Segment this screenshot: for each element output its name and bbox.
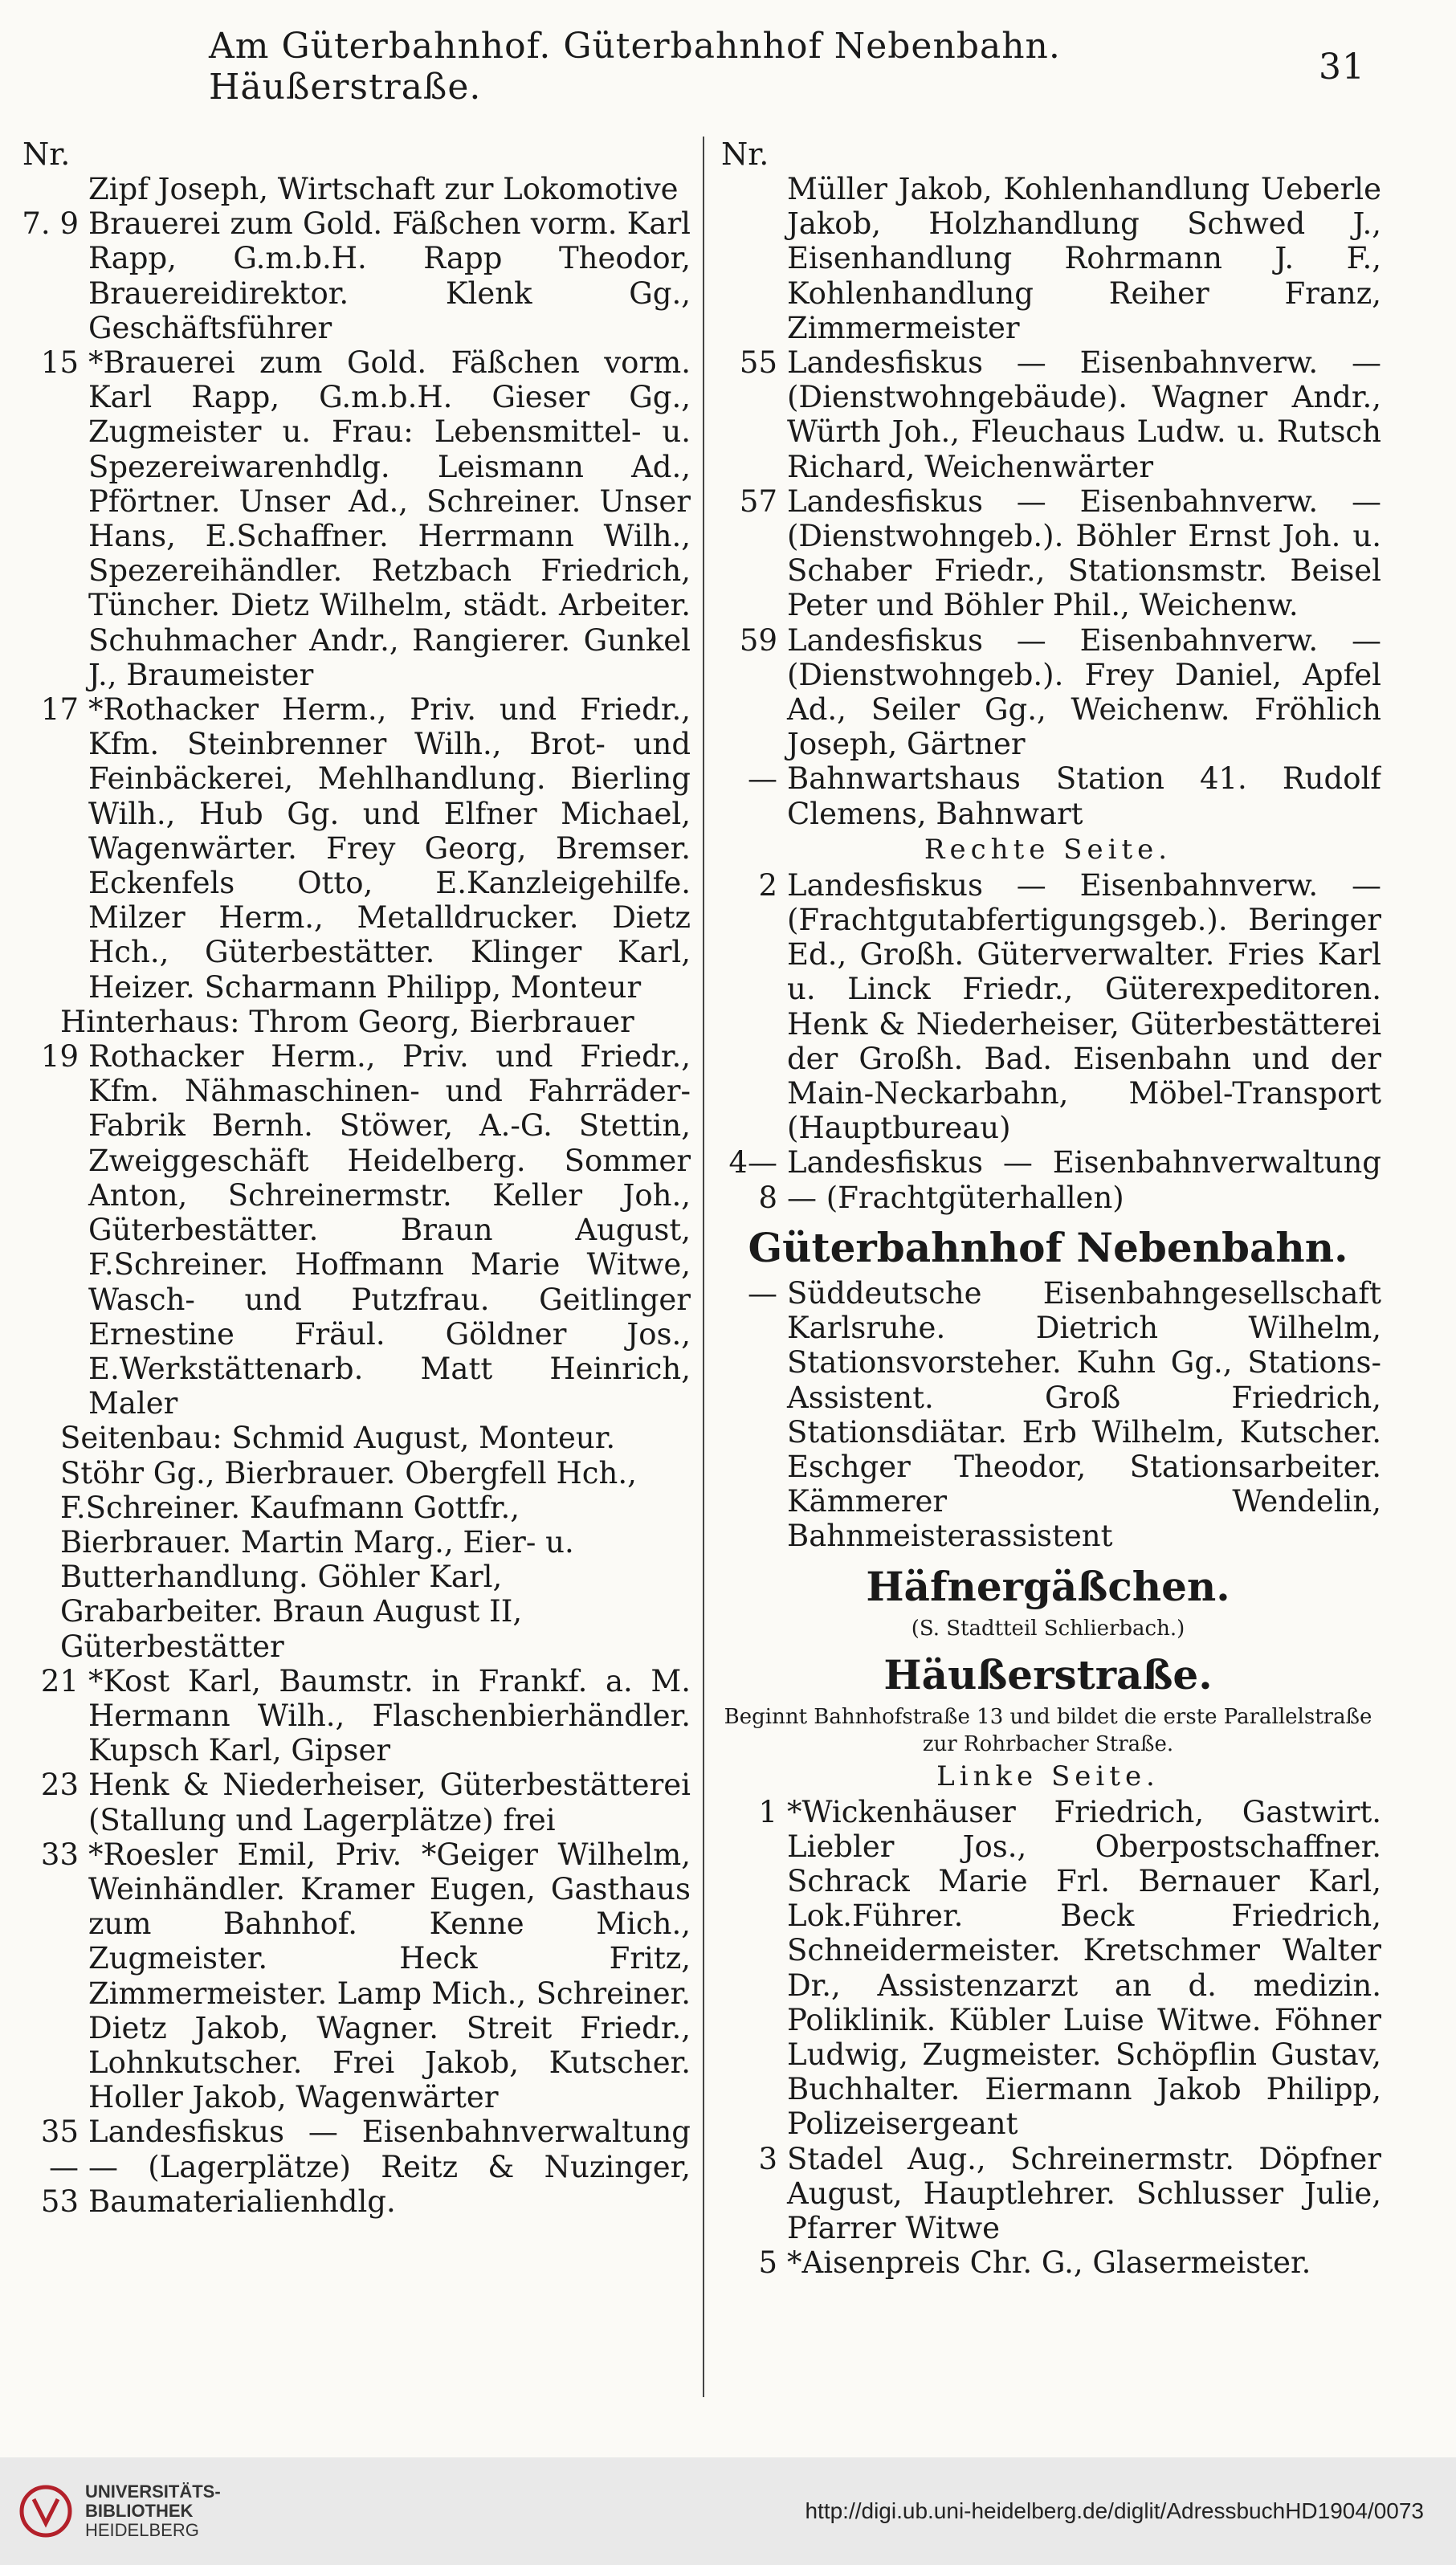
address-entry	[715, 868, 1381, 1146]
address-entry	[715, 484, 1381, 623]
section-title-gueterbahnhof-nebenbahn: Güterbahnhof Nebenbahn.	[748, 1223, 1348, 1271]
house-number: 5	[758, 2245, 777, 2281]
house-number	[715, 172, 787, 345]
page-number: 31	[1319, 46, 1365, 88]
page-header	[209, 26, 1365, 108]
house-number: 7. 9	[22, 206, 79, 242]
right-entries-nebenbahn	[715, 1276, 1381, 1554]
address-entry	[16, 2114, 691, 2219]
nr-label: Nr.	[22, 137, 71, 172]
house-number: 35—53	[40, 2114, 79, 2219]
address-entry	[16, 1664, 691, 1768]
address-entry	[715, 1145, 1381, 1214]
house-number: 17	[40, 692, 79, 728]
logo-line-2: BIBLIOTHEK	[85, 2501, 194, 2521]
entry-text: Stadel Aug., Schreinermstr. Döpfner August, Hauptlehrer. Schlusser Julie, Pfarrer Witwe	[787, 2141, 1381, 2245]
side-label-left: Linke Seite.	[936, 1760, 1160, 1792]
right-entries	[715, 172, 1381, 831]
house-number: 2	[758, 867, 777, 903]
entry-text: *Rothacker Herm., Priv. und Friedr., Kfm. Steinbrenner Wilh., Brot- und Feinbäckerei, Mehlhandlung. Bierling Wilh., Hub Gg. und Elfner Michael, Wagenwärter. Frey Georg, Bremser. Eckenfels Otto, E.Kanzleigehilfe. Milzer Herm., Metalldrucker. Dietz Hch., Güterbestätter. Klinger Karl, Heizer. Scharmann Philipp, Monteur	[88, 692, 691, 1005]
entry-text: Süddeutsche Eisenbahngesellschaft Karlsruhe. Dietrich Wilhelm, Stationsvorsteher. Kuhn Gg., Stations-Assistent. Groß Friedrich, Stationsdiätar. Erb Wilhelm, Kutscher. Eschger Theodor, Stationsarbeiter. Kämmerer Wendelin, Bahnmeisterassistent	[787, 1275, 1381, 1554]
entry-text: Rothacker Herm., Priv. und Friedr., Kfm. Nähmaschinen- und Fahrräder-Fabrik Bernh. Stöwer, A.-G. Stettin, Zweiggeschäft Heidelberg. Sommer Anton, Schreinermstr. Keller Joh., Güterbestätter. Braun August, F.Schreiner. Hoffmann Marie Witwe, Wasch- und Putzfrau. Geitlinger Ernestine Fräul. Göldner Jos., E.Werkstättenarb. Matt Heinrich, Maler	[88, 1039, 691, 1421]
address-entry	[715, 2142, 1381, 2246]
address-entry	[16, 692, 691, 1005]
entry-text: Landesfiskus — Eisenbahnverwaltung — (Lagerplätze) Reitz & Nuzinger, Baumaterialienhdlg.	[88, 2114, 691, 2219]
header-title: Am Güterbahnhof. Güterbahnhof Nebenbahn. Häußerstraße.	[209, 26, 1061, 108]
section-title-haeusserstrasse: Häußerstraße.	[883, 1650, 1213, 1698]
right-entries-frachtgut	[715, 868, 1381, 1215]
address-entry	[16, 1039, 691, 1421]
logo-line-3: HEIDELBERG	[85, 2520, 199, 2540]
address-entry	[16, 345, 691, 692]
column-divider	[703, 137, 704, 2397]
entry-text: Landesfiskus — Eisenbahnverw. — (Dienstwohngeb.). Böhler Ernst Joh. u. Schaber Friedr., Stationsmstr. Beisel Peter und Böhler Phil., Weichenw.	[787, 483, 1381, 623]
house-number	[16, 172, 88, 206]
side-label-right: Rechte Seite.	[924, 833, 1173, 866]
house-number: 1	[758, 1794, 777, 1829]
house-number: 15	[40, 345, 79, 381]
entry-text: *Wickenhäuser Friedrich, Gastwirt. Liebler Jos., Oberpostschaffner. Schrack Marie Frl. Bernauer Karl, Lok.Führer. Beck Friedrich, Schneidermeister. Kretschmer Walter Dr., Assistenzarzt an d. medizin. Poliklinik. Kübler Luise Witwe. Föhner Ludwig, Zugmeister. Schöpflin Gustav, Buchhalter. Eiermann Jakob Philipp, Polizeisergeant	[787, 1794, 1381, 2142]
library-logo[interactable]	[18, 2479, 221, 2543]
house-number: 4—8	[728, 1145, 777, 1215]
entry-text: Landesfiskus — Eisenbahnverw. — (Frachtgutabfertigungsgeb.). Beringer Ed., Großh. Güterverwalter. Fries Karl u. Linck Friedr., Güterexpeditoren. Henk & Niederheiser, Güterbestätterei der Großh. Bad. Eisenbahn und der Main-Neckarbahn, Möbel-Transport (Hauptbureau)	[787, 867, 1381, 1146]
right-entries-haeusserstrasse	[715, 1795, 1381, 2281]
entry-text: Brauerei zum Gold. Fäßchen vorm. Karl Rapp, G.m.b.H. Rapp Theodor, Brauereidirektor. Klenk Gg., Geschäftsführer	[88, 206, 691, 345]
left-entries	[16, 172, 691, 2219]
address-entry	[16, 1837, 691, 2115]
entry-text: *Aisenpreis Chr. G., Glasermeister.	[787, 2245, 1311, 2281]
footer-bar	[0, 2457, 1456, 2565]
house-number: —	[748, 1275, 777, 1311]
entry-text: Müller Jakob, Kohlenhandlung Ueberle Jakob, Holzhandlung Schwed J., Eisenhandlung Rohrmann J. F., Kohlenhandlung Reiher Franz, Zimmermeister	[787, 172, 1381, 345]
entry-text: *Brauerei zum Gold. Fäßchen vorm. Karl Rapp, G.m.b.H. Gieser Gg., Zugmeister u. Frau: Lebensmittel- u. Spezereiwarenhdlg. Leismann Ad., Pförtner. Unser Ad., Schreiner. Unser Hans, E.Schaffner. Herrmann Wilh., Spezereihändler. Retzbach Friedrich, Tüncher. Dietz Wilhelm, städt. Arbeiter. Schuhmacher Andr., Rangierer. Gunkel J., Braumeister	[88, 345, 691, 692]
library-name	[85, 2482, 221, 2540]
left-column	[16, 137, 691, 2409]
house-number: 59	[739, 622, 777, 658]
sub-entry: Hinterhaus: Throm Georg, Bierbrauer	[60, 1004, 634, 1039]
entry-text: Landesfiskus — Eisenbahnverwaltung — (Frachtgüterhallen)	[787, 1145, 1381, 1215]
sub-entry: Seitenbau: Schmid August, Monteur. Stöhr Gg., Bierbrauer. Obergfell Hch., F.Schreiner. Kaufmann Gottfr., Bierbrauer. Martin Marg., Eier- u. Butterhandlung. Göhler Karl, Grabarbeiter. Braun August II, Güterbestätter	[60, 1421, 637, 1664]
entry-text: Bahnwartshaus Station 41. Rudolf Clemens, Bahnwart	[787, 761, 1381, 831]
house-number: 21	[40, 1663, 79, 1698]
nr-label: Nr.	[721, 137, 769, 172]
address-entry	[715, 1795, 1381, 2142]
entry-text: Zipf Joseph, Wirtschaft zur Lokomotive	[88, 172, 679, 206]
house-number: 3	[758, 2141, 777, 2176]
address-entry	[715, 2245, 1381, 2280]
logo-line-1: UNIVERSITÄTS-	[85, 2481, 221, 2502]
address-entry	[16, 172, 691, 206]
house-number: 33	[40, 1837, 79, 1872]
section-note-haeusserstrasse: Beginnt Bahnhofstraße 13 und bildet die erste Parallelstraße zur Rohrbacher Straße.	[724, 1704, 1372, 1756]
house-number: 23	[40, 1768, 79, 1803]
house-number: —	[748, 761, 777, 797]
entry-text: Landesfiskus — Eisenbahnverw. — (Dienstwohngeb.). Frey Daniel, Apfel Ad., Seiler Gg., Weichenw. Fröhlich Joseph, Gärtner	[787, 622, 1381, 762]
section-note-haefnergaesschen: (S. Stadtteil Schlierbach.)	[911, 1616, 1185, 1641]
address-entry	[715, 172, 1381, 345]
address-entry	[16, 206, 691, 345]
entry-text: Henk & Niederheiser, Güterbestätterei (Stallung und Lagerplätze) frei	[88, 1768, 691, 1837]
address-entry	[16, 1768, 691, 1837]
house-number: 19	[40, 1039, 79, 1075]
entry-text: *Roesler Emil, Priv. *Geiger Wilhelm, Weinhändler. Kramer Eugen, Gasthaus zum Bahnhof. Kenne Mich., Zugmeister. Heck Fritz, Zimmermeister. Lamp Mich., Schreiner. Dietz Jakob, Wagner. Streit Friedr., Lohnkutscher. Frei Jakob, Kutscher. Holler Jakob, Wagenwärter	[88, 1837, 691, 2115]
entry-text: *Kost Karl, Baumstr. in Frankf. a. M. Hermann Wilh., Flaschenbierhändler. Kupsch Karl, Gipser	[88, 1663, 691, 1768]
address-entry	[715, 623, 1381, 762]
house-number: 57	[739, 483, 777, 519]
address-entry	[715, 1276, 1381, 1554]
house-number: 55	[739, 345, 777, 381]
address-entry	[715, 761, 1381, 830]
library-seal-icon	[18, 2479, 74, 2543]
entry-text: Landesfiskus — Eisenbahnverw. — (Dienstwohngebäude). Wagner Andr., Würth Joh., Fleuchaus Ludw. u. Rutsch Richard, Weichenwärter	[787, 345, 1381, 484]
address-entry	[715, 345, 1381, 484]
source-url-link[interactable]: http://digi.ub.uni-heidelberg.de/diglit/AdressbuchHD1904/0073	[805, 2498, 1424, 2523]
section-title-haefnergaesschen: Häfnergäßchen.	[866, 1562, 1230, 1610]
right-column	[715, 137, 1381, 2409]
